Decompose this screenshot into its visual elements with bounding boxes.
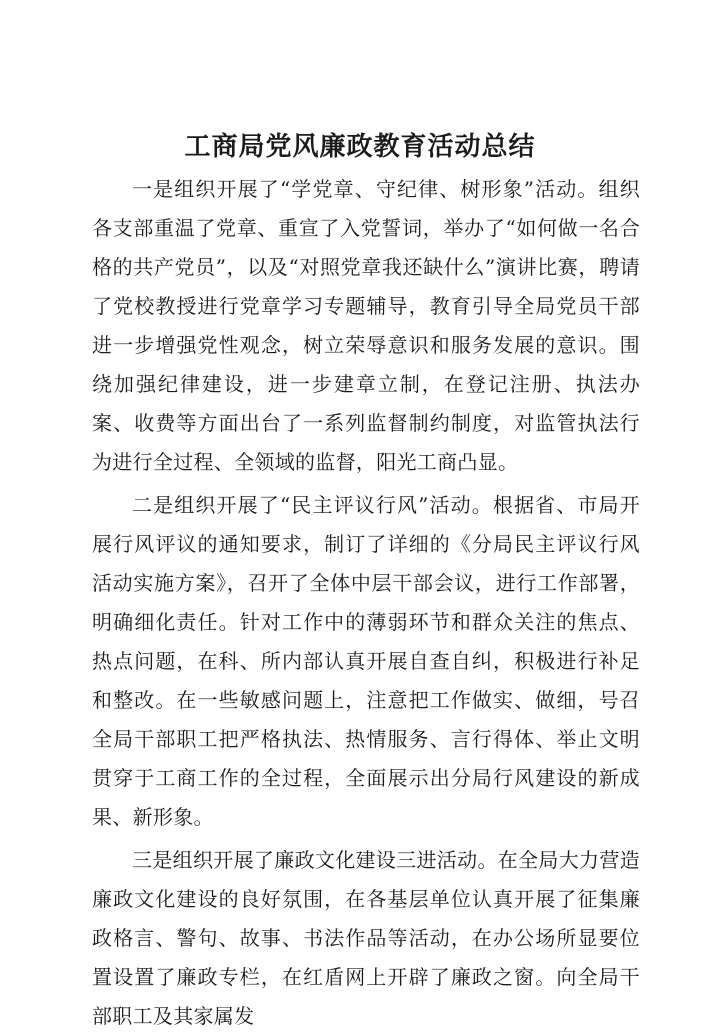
- paragraph-3: 三是组织开展了廉政文化建设三进活动。在全局大力营造廉政文化建设的良好氛围，在各基层单位认真开展了征集廉政格言、警句、故事、书法作品等活动，在办公场所显要位置设置了廉政专栏，在红盾网上开辟了廉政之窗。向全局干部职工及其家属发: [92, 848, 640, 1028]
- document-body: [92, 170, 640, 1036]
- document-title: 工商局党风廉政教育活动总结: [184, 132, 536, 162]
- paragraph-1: 一是组织开展了“学党章、守纪律、树形象”活动。组织各支部重温了党章、重宣了入党誓词，举办了“如何做一名合格的共产党员”，以及“对照党章我还缺什么”演讲比赛，聘请了党校教授进行党章学习专题辅导，教育引导全局党员干部进一步增强党性观念，树立荣辱意识和服务发展的意识。围绕加强纪律建设，进一步建章立制，在登记注册、执法办案、收费等方面出台了一系列监督制约制度，对监管执法行为进行全过程、全领域的监督，阳光工商凸显。: [92, 177, 640, 474]
- paragraph-2: 二是组织开展了“民主评议行风”活动。根据省、市局开展行风评议的通知要求，制订了详细的《分局民主评议行风活动实施方案》，召开了全体中层干部会议，进行工作部署，明确细化责任。针对工作中的薄弱环节和群众关注的焦点、热点问题，在科、所内部认真开展自查自纠，积极进行补足和整改。在一些敏感问题上，注意把工作做实、做细，号召全局干部职工把严格执法、热情服务、言行得体、举止文明贯穿于工商工作的全过程，全面展示出分局行风建设的新成果、新形象。: [92, 493, 640, 829]
